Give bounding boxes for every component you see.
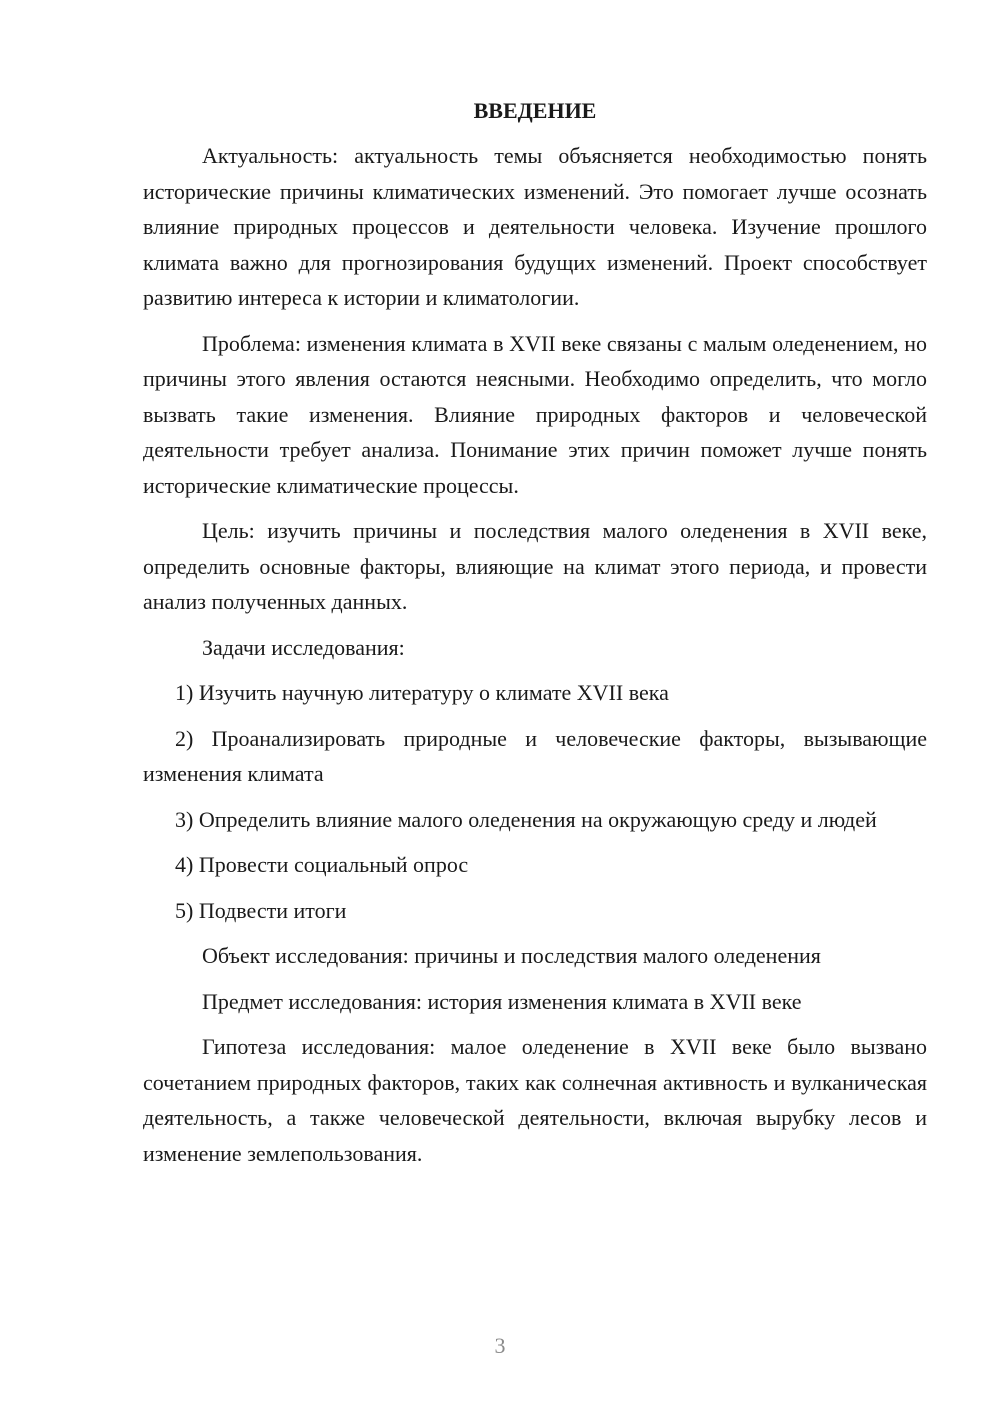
task-item-5: 5) Подвести итоги <box>175 897 347 923</box>
task-item-3: 3) Определить влияние малого оледенения на окружающую среду и людей <box>175 806 877 832</box>
page-number: 3 <box>494 1333 506 1358</box>
research-subject: Предмет исследования: история изменения климата в XVII веке <box>202 988 802 1014</box>
relevance-paragraph: Актуальность: актуальность темы объясняется необходимостью понять исторические причины климатических изменений. Это помогает лучше осознать влияние природных процессов и деятельности человека. Изучение прошлого климата важно для прогнозирования будущих изменений. Проект способствует развитию интереса к истории и климатологии. <box>143 143 927 310</box>
page-content <box>143 96 927 1171</box>
section-heading: ВВЕДЕНИЕ <box>473 98 597 123</box>
task-item-2: 2) Проанализировать природные и человеческие факторы, вызывающие изменения климата <box>143 725 927 786</box>
task-item-1: 1) Изучить научную литературу о климате XVII века <box>175 680 669 705</box>
task-item-4: 4) Провести социальный опрос <box>175 852 469 877</box>
research-object: Объект исследования: причины и последствия малого оледенения <box>202 943 821 968</box>
tasks-label: Задачи исследования: <box>202 634 405 660</box>
goal-paragraph: Цель: изучить причины и последствия малого оледенения в XVII веке, определить основные факторы, влияющие на климат этого периода, и провести анализ полученных данных. <box>143 518 927 614</box>
problem-paragraph: Проблема: изменения климата в XVII веке связаны с малым оледенением, но причины этого явления остаются неясными. Необходимо определить, что могло вызвать такие изменения. Влияние природных факторов и человеческой деятельности требует анализа. Понимание этих причин поможет лучше понять исторические климатические процессы. <box>143 330 927 498</box>
hypothesis-paragraph: Гипотеза исследования: малое оледенение в XVII веке было вызвано сочетанием природных факторов, таких как солнечная активность и вулканическая деятельность, а также человеческой деятельности, включая вырубку лесов и изменение землепользования. <box>143 1034 927 1166</box>
